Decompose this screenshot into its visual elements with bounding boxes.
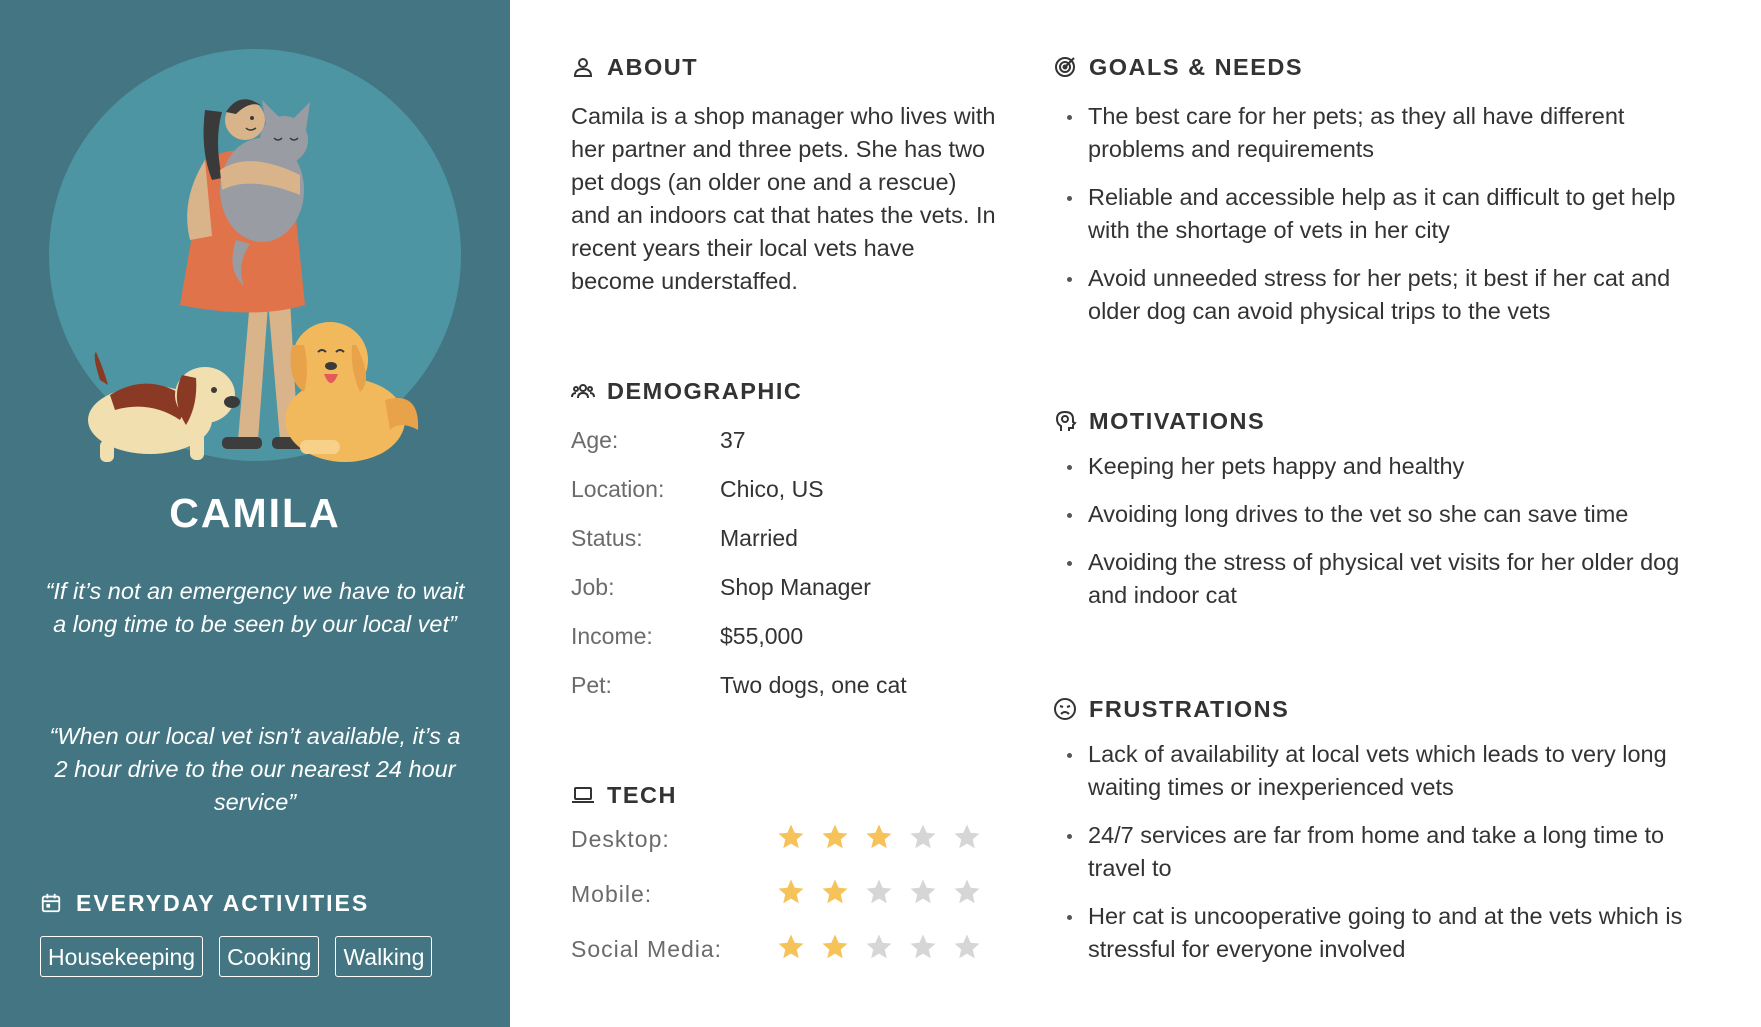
demographic-label: Job: <box>571 574 615 600</box>
tech-label: Social Media: <box>571 936 723 962</box>
motivations-title: MOTIVATIONS <box>1089 407 1266 434</box>
star-filled-icon <box>864 822 894 852</box>
demographic-header <box>571 376 802 406</box>
goal-item: Reliable and accessible help as it can difficult to get help with the shortage of vets in her city <box>1064 181 1714 247</box>
demographic-value: Two dogs, one cat <box>720 672 907 698</box>
demographic-label: Pet: <box>571 672 612 698</box>
demographic-row <box>571 427 1001 457</box>
frustrations-header <box>1053 694 1289 724</box>
star-empty-icon <box>864 877 894 907</box>
star-rating <box>776 932 982 962</box>
demographic-value: $55,000 <box>720 623 804 649</box>
tech-title: TECH <box>607 781 677 808</box>
demographic-value: Married <box>720 525 798 551</box>
frustration-item: 24/7 services are far from home and take a long time to travel to <box>1064 819 1714 885</box>
star-empty-icon <box>864 932 894 962</box>
persona-quote: “If it’s not an emergency we have to wait a long time to be seen by our local vet” <box>45 578 465 637</box>
star-empty-icon <box>908 932 938 962</box>
demographic-label: Income: <box>571 623 653 649</box>
target-icon <box>1053 55 1077 79</box>
demographic-value: 37 <box>720 427 746 453</box>
activities-header <box>40 888 369 918</box>
frustration-item: Lack of availability at local vets which leads to very long waiting times or inexperienced vets <box>1064 738 1714 804</box>
laptop-icon <box>571 783 595 807</box>
star-filled-icon <box>820 877 850 907</box>
activity-tag: Cooking <box>219 936 319 977</box>
star-empty-icon <box>952 932 982 962</box>
about-title: ABOUT <box>607 53 699 80</box>
star-filled-icon <box>776 932 806 962</box>
demographic-row <box>571 476 1001 506</box>
motivation-item: Avoiding the stress of physical vet visits for her older dog and indoor cat <box>1064 546 1714 612</box>
goals-title: GOALS & NEEDS <box>1089 53 1304 80</box>
frustrations-title: FRUSTRATIONS <box>1089 695 1290 722</box>
goal-item: Avoid unneeded stress for her pets; it best if her cat and older dog can avoid physical trips to the vets <box>1064 262 1714 328</box>
motivation-item: Keeping her pets happy and healthy <box>1064 450 1714 483</box>
motivations-list <box>1064 450 1714 627</box>
tech-row <box>571 822 991 858</box>
demographic-row <box>571 672 1001 702</box>
star-filled-icon <box>820 822 850 852</box>
demographic-value: Shop Manager <box>720 574 871 600</box>
frustrations-list <box>1064 738 1714 981</box>
demographic-label: Age: <box>571 427 619 453</box>
demographic-label: Status: <box>571 525 643 551</box>
about-text: Camila is a shop manager who lives with her partner and three pets. She has two pet dogs (an older one and a rescue) and an indoors cat that hates the vets. In recent years their local vets have become understaffed. <box>571 103 996 294</box>
star-filled-icon <box>820 932 850 962</box>
about-header <box>571 52 698 82</box>
user-icon <box>571 55 595 79</box>
persona-quote: “When our local vet isn’t available, it’s a 2 hour drive to the our nearest 24 hour service” <box>49 723 461 815</box>
demographic-row <box>571 525 1001 555</box>
star-rating <box>776 822 982 852</box>
star-empty-icon <box>908 822 938 852</box>
activity-tag: Walking <box>335 936 432 977</box>
motivations-header <box>1053 406 1265 436</box>
frustration-item: Her cat is uncooperative going to and at the vets which is stressful for everyone involved <box>1064 900 1714 966</box>
frown-face-icon <box>1053 697 1077 721</box>
goals-header <box>1053 52 1303 82</box>
demographic-row <box>571 574 1001 604</box>
tech-row <box>571 877 991 913</box>
calendar-icon <box>40 892 62 914</box>
star-filled-icon <box>776 822 806 852</box>
persona-name: CAMILA <box>169 490 341 536</box>
star-empty-icon <box>908 877 938 907</box>
persona-illustration <box>0 0 510 470</box>
demographic-title: DEMOGRAPHIC <box>607 377 803 404</box>
activities-tag-list <box>40 936 432 977</box>
star-rating <box>776 877 982 907</box>
tech-row <box>571 932 991 968</box>
star-empty-icon <box>952 822 982 852</box>
activity-tag: Housekeeping <box>40 936 203 977</box>
goals-list <box>1064 100 1714 343</box>
tech-label: Desktop: <box>571 826 670 852</box>
demographic-label: Location: <box>571 476 665 502</box>
group-icon <box>571 379 595 403</box>
star-empty-icon <box>952 877 982 907</box>
tech-header <box>571 780 677 810</box>
head-idea-icon <box>1053 409 1077 433</box>
persona-panel <box>0 0 510 1027</box>
demographic-row <box>571 623 1001 653</box>
goal-item: The best care for her pets; as they all have different problems and requirements <box>1064 100 1714 166</box>
star-filled-icon <box>776 877 806 907</box>
motivation-item: Avoiding long drives to the vet so she can save time <box>1064 498 1714 531</box>
activities-title: EVERYDAY ACTIVITIES <box>76 889 370 916</box>
demographic-value: Chico, US <box>720 476 824 502</box>
tech-label: Mobile: <box>571 881 653 907</box>
